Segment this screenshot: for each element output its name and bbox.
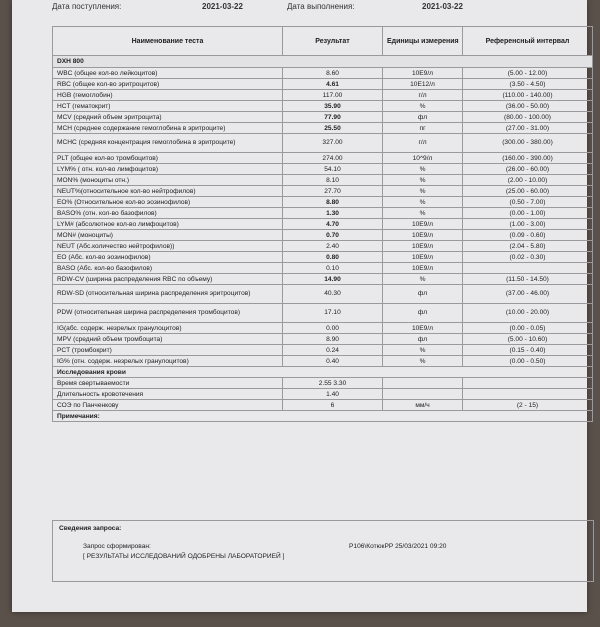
test-name: IG% (отн. содерж. незрелых гранулоцитов) — [53, 356, 283, 367]
table-row — [53, 241, 593, 252]
test-unit: 10E9/л — [383, 263, 463, 274]
table-row — [53, 112, 593, 123]
test-unit: % — [383, 164, 463, 175]
test-result: 0.00 — [283, 323, 383, 334]
test-result: 274.00 — [283, 153, 383, 164]
test-unit: % — [383, 197, 463, 208]
test-result: 2.55 3.30 — [283, 378, 383, 389]
table-row — [53, 323, 593, 334]
received-label: Дата поступления: — [52, 2, 122, 11]
test-name: MCV (средний объем эритроцита) — [53, 112, 283, 123]
test-unit: % — [383, 356, 463, 367]
test-name: MON% (моноциты отн.) — [53, 175, 283, 186]
test-reference: (80.00 - 100.00) — [463, 112, 593, 123]
test-unit: г/л — [383, 134, 463, 153]
test-result: 117.00 — [283, 90, 383, 101]
test-reference: (2 - 15) — [463, 400, 593, 411]
table-row — [53, 153, 593, 164]
formed-label: Запрос сформирован: — [83, 543, 151, 550]
test-unit: 10E9/л — [383, 68, 463, 79]
table-row — [53, 263, 593, 274]
test-unit: 10E9/л — [383, 241, 463, 252]
test-result: 0.10 — [283, 263, 383, 274]
test-reference: (110.00 - 140.00) — [463, 90, 593, 101]
table-row — [53, 197, 593, 208]
test-name: Длительность кровотечения — [53, 389, 283, 400]
col-test-name: Наименование теста — [53, 27, 283, 56]
test-unit: 10^9/л — [383, 153, 463, 164]
done-label: Дата выполнения: — [287, 2, 355, 11]
col-unit: Единицы измерения — [383, 27, 463, 56]
test-reference: (26.00 - 60.00) — [463, 164, 593, 175]
table-row — [53, 79, 593, 90]
table-row — [53, 230, 593, 241]
test-unit: 10E9/л — [383, 219, 463, 230]
table-row — [53, 164, 593, 175]
test-reference: (37.00 - 46.00) — [463, 285, 593, 304]
test-unit: г/л — [383, 90, 463, 101]
test-name: MCHC (средняя концентрация гемоглобина в эритроците) — [53, 134, 283, 153]
table-row — [53, 208, 593, 219]
test-name: EO% (Относительное кол-во эозинофилов) — [53, 197, 283, 208]
test-unit: % — [383, 345, 463, 356]
table-row — [53, 175, 593, 186]
test-reference: (0.00 - 0.05) — [463, 323, 593, 334]
request-title: Сведения запроса: — [59, 525, 122, 532]
test-name: MON# (моноциты) — [53, 230, 283, 241]
test-unit: мм/ч — [383, 400, 463, 411]
test-result: 1.30 — [283, 208, 383, 219]
test-reference: (11.50 - 14.50) — [463, 274, 593, 285]
test-result: 77.90 — [283, 112, 383, 123]
test-unit: 10E9/л — [383, 323, 463, 334]
test-name: IG(абс. содерж. незрелых гранулоцитов) — [53, 323, 283, 334]
table-header — [53, 27, 593, 56]
section-title: DXH 800 — [53, 56, 593, 68]
test-reference: (0.00 - 0.50) — [463, 356, 593, 367]
test-unit: фл — [383, 285, 463, 304]
test-result: 0.40 — [283, 356, 383, 367]
col-reference: Референсный интервал — [463, 27, 593, 56]
test-unit: фл — [383, 304, 463, 323]
table-row — [53, 378, 593, 389]
test-reference: (0.15 - 0.40) — [463, 345, 593, 356]
test-name: PDW (относительная ширина распределения тромбоцитов) — [53, 304, 283, 323]
test-result: 14.90 — [283, 274, 383, 285]
table-row — [53, 389, 593, 400]
test-name: Время свертываемости — [53, 378, 283, 389]
test-unit: % — [383, 175, 463, 186]
results-table — [52, 26, 593, 422]
test-result: 0.70 — [283, 230, 383, 241]
test-result: 27.70 — [283, 186, 383, 197]
test-result: 2.40 — [283, 241, 383, 252]
table-row — [53, 400, 593, 411]
test-reference: (2.04 - 5.80) — [463, 241, 593, 252]
test-result: 4.70 — [283, 219, 383, 230]
table-row — [53, 219, 593, 230]
table-row — [53, 123, 593, 134]
test-result: 4.61 — [283, 79, 383, 90]
test-reference — [463, 378, 593, 389]
test-unit: пг — [383, 123, 463, 134]
test-result: 8.80 — [283, 197, 383, 208]
test-name: PLT (общее кол-во тромбоцитов) — [53, 153, 283, 164]
test-name: HCT (гематокрит) — [53, 101, 283, 112]
table-row — [53, 356, 593, 367]
test-reference: (300.00 - 380.00) — [463, 134, 593, 153]
table-row — [53, 134, 593, 153]
test-name: RDW-CV (ширина распределения RBC по объему) — [53, 274, 283, 285]
test-reference — [463, 263, 593, 274]
test-reference: (36.00 - 50.00) — [463, 101, 593, 112]
done-date: 2021-03-22 — [422, 2, 463, 11]
test-name: BASO% (отн. кол-во базофилов) — [53, 208, 283, 219]
test-reference: (0.02 - 0.30) — [463, 252, 593, 263]
test-unit: % — [383, 101, 463, 112]
test-result: 8.10 — [283, 175, 383, 186]
notes-row — [53, 411, 593, 422]
test-name: RDW-SD (относительная ширина распределения эритроцитов) — [53, 285, 283, 304]
test-reference: (27.00 - 31.00) — [463, 123, 593, 134]
test-unit: 10E9/л — [383, 252, 463, 263]
table-row — [53, 101, 593, 112]
table-row — [53, 68, 593, 79]
approved-text: [ РЕЗУЛЬТАТЫ ИССЛЕДОВАНИЙ ОДОБРЕНЫ ЛАБОРАТОРИЕЙ ] — [83, 553, 285, 560]
test-name: RBC (общее кол-во эритроцитов) — [53, 79, 283, 90]
blood-section-title: Исследования крови — [53, 367, 593, 378]
test-result: 40.30 — [283, 285, 383, 304]
test-result: 17.10 — [283, 304, 383, 323]
test-result: 327.00 — [283, 134, 383, 153]
test-unit: % — [383, 186, 463, 197]
notes-label: Примечания: — [53, 411, 593, 422]
test-name: СОЭ по Панченкову — [53, 400, 283, 411]
test-name: BASO (Абс. кол-во базофилов) — [53, 263, 283, 274]
test-unit: фл — [383, 334, 463, 345]
test-result: 54.10 — [283, 164, 383, 175]
test-reference — [463, 389, 593, 400]
table-row — [53, 186, 593, 197]
test-reference: (25.00 - 60.00) — [463, 186, 593, 197]
test-unit: % — [383, 208, 463, 219]
test-name: MPV (средний объем тромбоцита) — [53, 334, 283, 345]
table-row — [53, 274, 593, 285]
test-name: MCH (среднее содержание гемоглобина в эритроците) — [53, 123, 283, 134]
section-dxh800 — [53, 56, 593, 68]
test-reference: (160.00 - 390.00) — [463, 153, 593, 164]
test-result: 0.80 — [283, 252, 383, 263]
table-row — [53, 345, 593, 356]
table-row — [53, 252, 593, 263]
test-name: PCT (тромбокрит) — [53, 345, 283, 356]
table-row — [53, 285, 593, 304]
test-unit — [383, 378, 463, 389]
table-row — [53, 304, 593, 323]
test-reference: (0.09 - 0.60) — [463, 230, 593, 241]
test-name: LYM% ( отн. кол-во лимфоцитов) — [53, 164, 283, 175]
col-result: Результат — [283, 27, 383, 56]
test-unit: фл — [383, 112, 463, 123]
test-result: 8.90 — [283, 334, 383, 345]
test-unit: % — [383, 274, 463, 285]
test-name: LYM# (абсолютное кол-во лимфоцитов) — [53, 219, 283, 230]
test-result: 25.50 — [283, 123, 383, 134]
test-unit: 10E9/л — [383, 230, 463, 241]
formed-value: P106\КотюкРР 25/03/2021 09:20 — [349, 543, 447, 550]
test-result: 35.90 — [283, 101, 383, 112]
test-reference: (5.00 - 12.00) — [463, 68, 593, 79]
test-name: EO (Абс. кол-во эозинофилов) — [53, 252, 283, 263]
test-reference: (1.00 - 3.00) — [463, 219, 593, 230]
test-result: 8.60 — [283, 68, 383, 79]
table-row — [53, 334, 593, 345]
received-date: 2021-03-22 — [202, 2, 243, 11]
test-name: WBC (общее кол-во лейкоцитов) — [53, 68, 283, 79]
section-blood — [53, 367, 593, 378]
test-reference: (0.00 - 1.00) — [463, 208, 593, 219]
test-reference: (0.50 - 7.00) — [463, 197, 593, 208]
test-reference: (3.50 - 4.50) — [463, 79, 593, 90]
test-result: 1.40 — [283, 389, 383, 400]
test-reference: (10.00 - 20.00) — [463, 304, 593, 323]
test-reference: (2.00 - 10.00) — [463, 175, 593, 186]
test-unit — [383, 389, 463, 400]
test-name: HGB (гемоглобин) — [53, 90, 283, 101]
test-name: NEUT (Абс.количество нейтрофилов)) — [53, 241, 283, 252]
table-row — [53, 90, 593, 101]
request-info — [52, 520, 594, 582]
test-unit: 10E12/л — [383, 79, 463, 90]
test-reference: (5.00 - 10.60) — [463, 334, 593, 345]
test-name: NEUT%(относительное кол-во нейтрофилов) — [53, 186, 283, 197]
lab-report-sheet — [12, 0, 587, 612]
test-result: 0.24 — [283, 345, 383, 356]
test-result: 6 — [283, 400, 383, 411]
